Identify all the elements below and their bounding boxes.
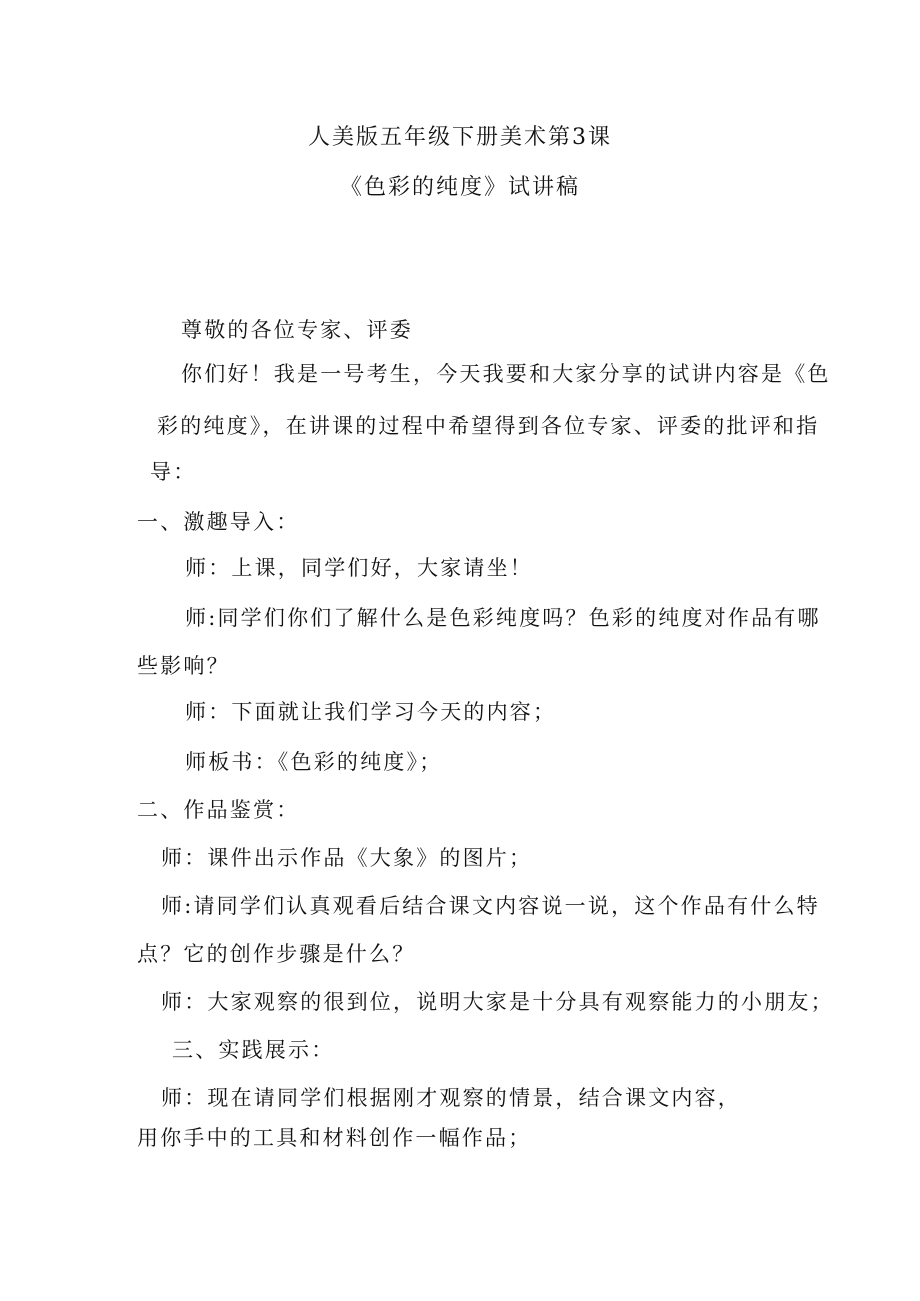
document-subtitle: 《色彩的纯度》试讲稿 bbox=[339, 175, 580, 200]
greeting-text: 尊敬的各位专家、评委 bbox=[181, 318, 413, 342]
section1-heading: 一、激趣导入： bbox=[137, 510, 300, 534]
section2-heading: 二、作品鉴赏： bbox=[137, 798, 300, 822]
section1-paragraph-1: 师：上课，同学们好，大家请坐！ bbox=[185, 556, 533, 580]
intro-line-2: 彩的纯度》，在讲课的过程中希望得到各位专家、评委的批评和指 bbox=[157, 414, 820, 438]
intro-line-3: 导： bbox=[150, 460, 197, 484]
section1-paragraph-2-line-1: 师:同学们你们了解什么是色彩纯度吗？色彩的纯度对作品有哪 bbox=[185, 606, 821, 630]
section2-paragraph-2-line-1: 师:请同学们认真观看后结合课文内容说一说，这个作品有什么特 bbox=[161, 894, 820, 918]
section1-paragraph-2-line-2: 些影响？ bbox=[137, 654, 230, 678]
section3-heading: 三、实践展示： bbox=[172, 1038, 335, 1062]
document-title: 人美版五年级下册美术第3课 bbox=[308, 125, 612, 150]
intro-line-1: 你们好！我是一号考生，今天我要和大家分享的试讲内容是《色 bbox=[181, 362, 831, 386]
section1-paragraph-3: 师：下面就让我们学习今天的内容； bbox=[185, 700, 557, 724]
section2-paragraph-2-line-2: 点？它的创作步骤是什么？ bbox=[137, 942, 416, 966]
section2-paragraph-3: 师：大家观察的很到位，说明大家是十分具有观察能力的小朋友； bbox=[161, 990, 834, 1014]
section3-paragraph-1-line-1: 师：现在请同学们根据刚才观察的情景，结合课文内容， bbox=[161, 1086, 741, 1110]
section3-paragraph-1-line-2: 用你手中的工具和材料创作一幅作品； bbox=[137, 1126, 532, 1150]
section2-paragraph-1: 师：课件出示作品《大象》的图片； bbox=[161, 846, 533, 870]
section1-paragraph-4: 师板书：《色彩的纯度》； bbox=[185, 750, 443, 774]
